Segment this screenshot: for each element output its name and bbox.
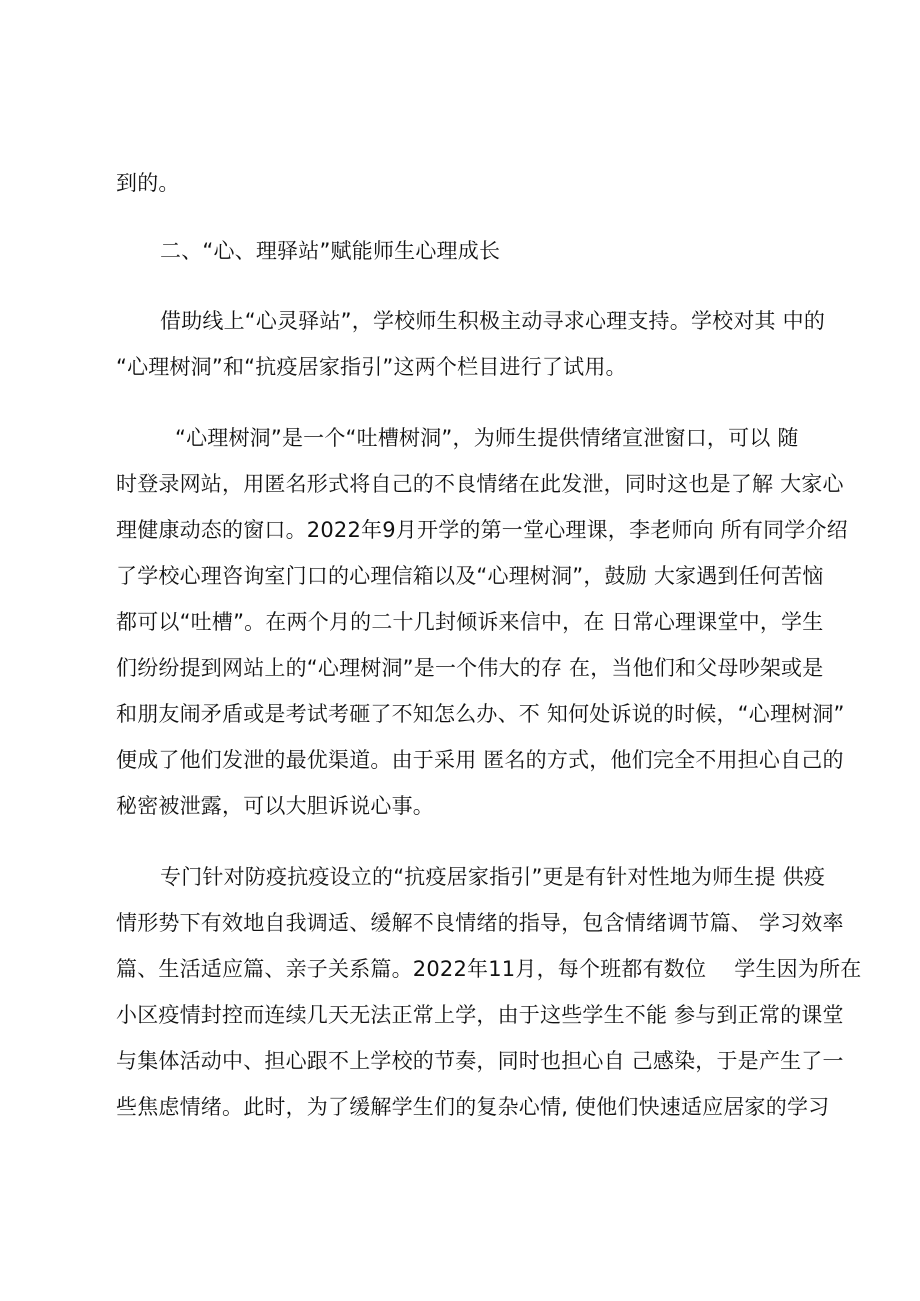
paragraph-3-line-3: 篇、生活适应篇、亲子关系篇。2022年11月，每个班都有数位 学生因为所在 bbox=[116, 957, 862, 981]
paragraph-2-line-3: 理健康动态的窗口。2022年9月开学的第一堂心理课，李老师向 所有同学介绍 bbox=[116, 518, 848, 542]
paragraph-1-line-1: 借助线上“心灵驿站”，学校师生积极主动寻求心理支持。学校对其 中的 bbox=[160, 309, 826, 333]
paragraph-3-line-4: 小区疫情封控而连续几天无法正常上学，由于这些学生不能 参与到正常的课堂 bbox=[116, 1003, 844, 1027]
paragraph-2-line-8: 便成了他们发泄的最优渠道。由于采用 匿名的方式，他们完全不用担心自己的 bbox=[116, 748, 844, 772]
paragraph-2-line-4: 了学校心理咨询室门口的心理信箱以及“心理树洞”，鼓励 大家遇到任何苦恼 bbox=[116, 564, 824, 588]
section-heading: 二、“心、理驿站”赋能师生心理成长 bbox=[160, 239, 501, 263]
paragraph-1-line-2: “心理树洞”和“抗疫居家指引”这两个栏目进行了试用。 bbox=[116, 355, 627, 379]
paragraph-3-line-1: 专门针对防疫抗疫设立的“抗疫居家指引”更是有针对性地为师生提 供疫 bbox=[160, 865, 826, 889]
paragraph-2-line-5: 都可以“吐槽”。在两个月的二十几封倾诉来信中，在 日常心理课堂中，学生 bbox=[116, 610, 824, 634]
paragraph-2-line-6: 们纷纷提到网站上的“心理树洞”是一个伟大的存 在，当他们和父母吵架或是 bbox=[116, 656, 824, 680]
paragraph-2-line-7: 和朋友闹矛盾或是考试考砸了不知怎么办、不 知何处诉说的时候，“心理树洞” bbox=[116, 702, 845, 726]
paragraph-2-line-1: “心理树洞”是一个“吐槽树洞”，为师生提供情绪宣泄窗口，可以 随 bbox=[175, 426, 799, 450]
paragraph-3-line-6: 些焦虑情绪。此时，为了缓解学生们的复杂心情, 使他们快速适应居家的学习 bbox=[116, 1095, 830, 1119]
paragraph-2-line-2: 时登录网站，用匿名形式将自己的不良情绪在此发泄，同时这也是了解 大家心 bbox=[116, 472, 844, 496]
paragraph-2-line-9: 秘密被泄露，可以大胆诉说心事。 bbox=[116, 794, 434, 818]
paragraph-3-line-2: 情形势下有效地自我调适、缓解不良情绪的指导，包含情绪调节篇、 学习效率 bbox=[116, 911, 844, 935]
paragraph-3-line-5: 与集体活动中、担心跟不上学校的节奏，同时也担心自 己感染，于是产生了一 bbox=[116, 1049, 844, 1073]
fragment-line: 到的。 bbox=[116, 171, 180, 195]
